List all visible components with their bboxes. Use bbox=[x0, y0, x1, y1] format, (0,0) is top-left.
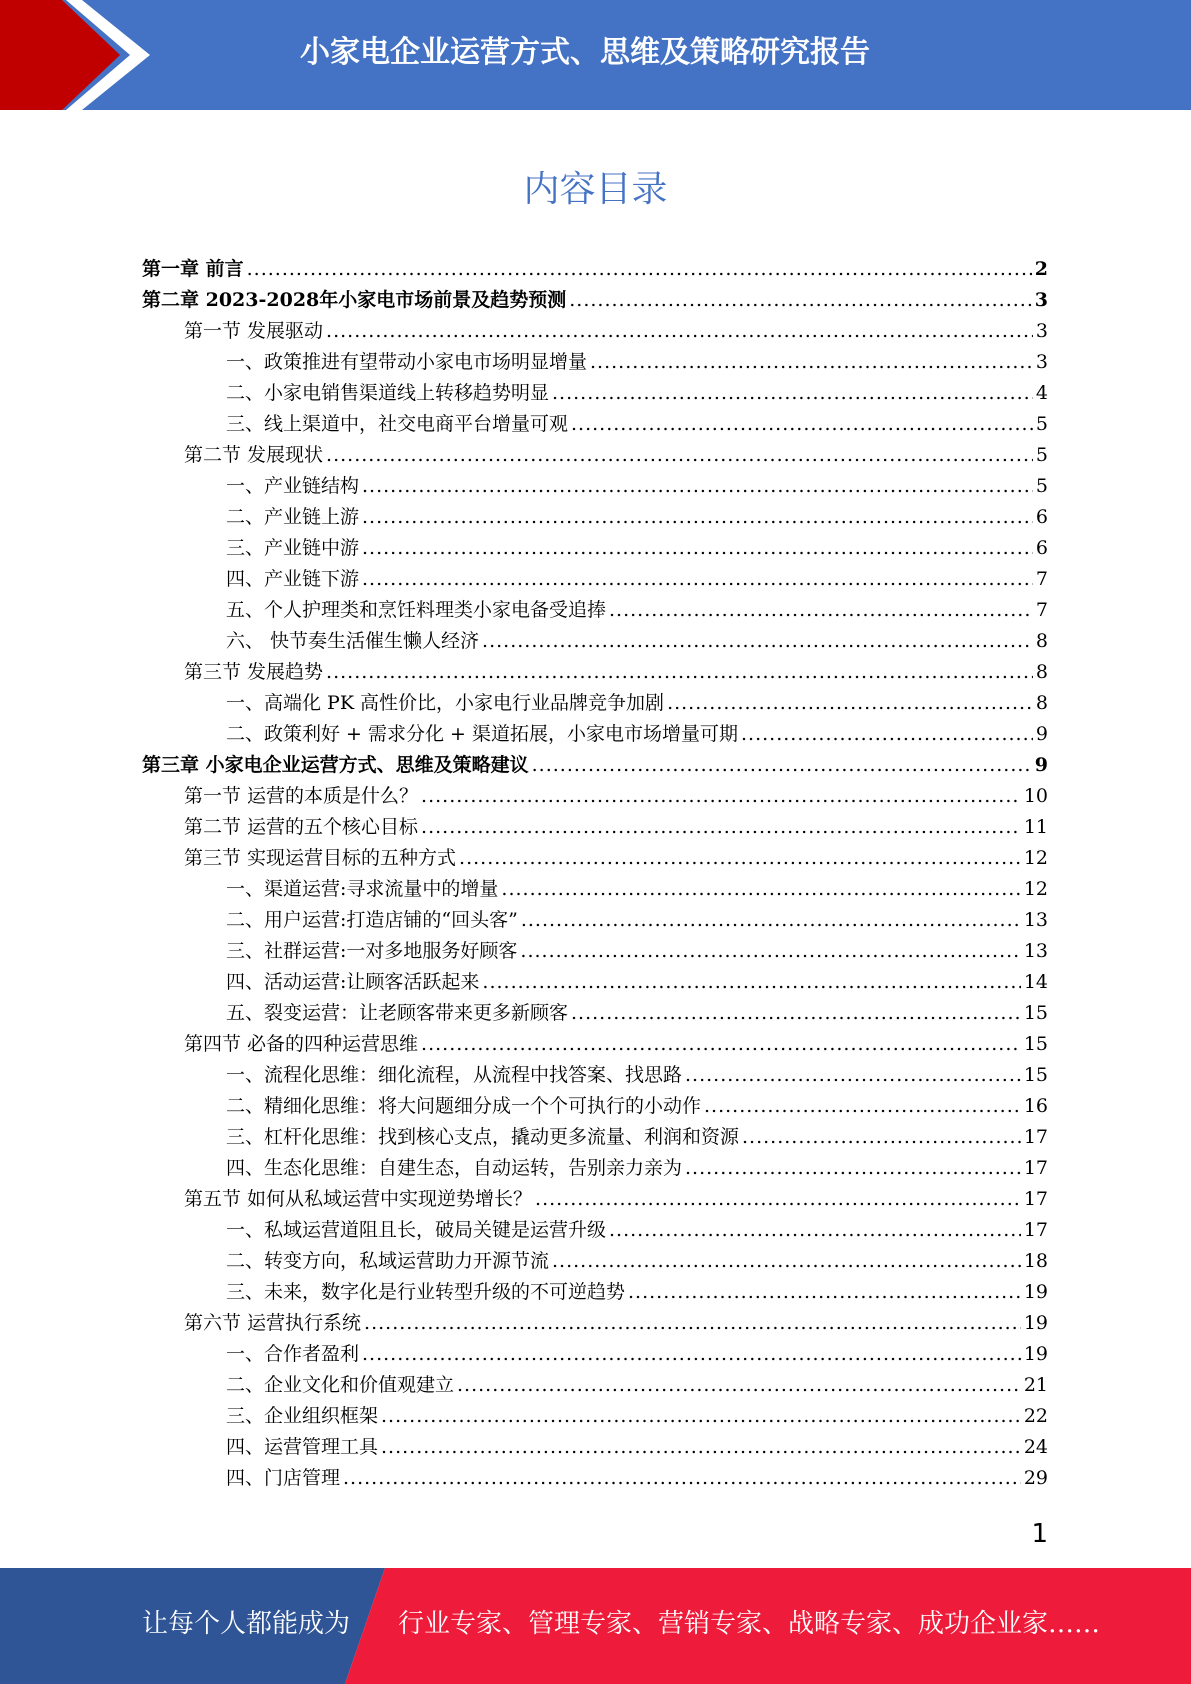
toc-entry[interactable] bbox=[142, 936, 1048, 967]
toc-dot-leader bbox=[609, 595, 1033, 626]
toc-entry-page: 12 bbox=[1023, 878, 1048, 900]
toc-entry-page: 8 bbox=[1035, 692, 1048, 714]
toc-dot-leader bbox=[704, 1091, 1021, 1122]
toc-entry[interactable] bbox=[142, 595, 1048, 626]
toc-dot-leader bbox=[741, 719, 1033, 750]
toc-entry-text: 二、政策利好 + 需求分化 + 渠道拓展，小家电市场增量可期 bbox=[226, 723, 738, 745]
toc-entry-text: 第一节 运营的本质是什么？ bbox=[184, 785, 419, 807]
toc-dot-leader bbox=[552, 1246, 1021, 1277]
toc-entry-text: 二、产业链上游 bbox=[226, 506, 360, 528]
toc-entry-text: 一、产业链结构 bbox=[226, 475, 360, 497]
toc-entry-text: 三、企业组织框架 bbox=[226, 1405, 379, 1427]
toc-entry-text: 第六节 运营执行系统 bbox=[184, 1312, 362, 1334]
toc-entry-page: 24 bbox=[1023, 1436, 1048, 1458]
toc-dot-leader bbox=[364, 1308, 1021, 1339]
toc-entry-page: 17 bbox=[1023, 1219, 1048, 1241]
toc-entry-text: 二、转变方向，私域运营助力开源节流 bbox=[226, 1250, 550, 1272]
toc-entry-page: 12 bbox=[1023, 847, 1048, 869]
report-title: 小家电企业运营方式、思维及策略研究报告 bbox=[300, 35, 870, 70]
table-of-contents bbox=[142, 254, 1048, 1494]
toc-entry-text: 五、裂变运营：让老顾客带来更多新顾客 bbox=[226, 1002, 569, 1024]
toc-dot-leader bbox=[326, 440, 1033, 471]
toc-entry[interactable] bbox=[142, 347, 1048, 378]
toc-dot-leader bbox=[457, 1370, 1021, 1401]
toc-dot-leader bbox=[421, 812, 1021, 843]
toc-dot-leader bbox=[421, 1029, 1021, 1060]
toc-dot-leader bbox=[362, 533, 1033, 564]
page-number: 1 bbox=[1031, 1519, 1048, 1549]
toc-dot-leader bbox=[685, 1060, 1021, 1091]
toc-entry[interactable] bbox=[142, 750, 1048, 781]
toc-entry-text: 第三章 小家电企业运营方式、思维及策略建议 bbox=[142, 754, 529, 776]
toc-dot-leader bbox=[667, 688, 1033, 719]
toc-entry[interactable] bbox=[142, 843, 1048, 874]
toc-entry[interactable] bbox=[142, 812, 1048, 843]
toc-dot-leader bbox=[520, 936, 1020, 967]
toc-entry-page: 19 bbox=[1023, 1343, 1048, 1365]
toc-entry-page: 7 bbox=[1035, 568, 1048, 590]
toc-entry-page: 6 bbox=[1035, 506, 1048, 528]
toc-entry-page: 9 bbox=[1034, 754, 1048, 776]
toc-entry-page: 5 bbox=[1035, 475, 1048, 497]
toc-dot-leader bbox=[569, 285, 1032, 316]
toc-dot-leader bbox=[362, 502, 1033, 533]
toc-entry[interactable] bbox=[142, 998, 1048, 1029]
toc-entry[interactable] bbox=[142, 657, 1048, 688]
toc-entry-page: 8 bbox=[1035, 630, 1048, 652]
toc-entry[interactable] bbox=[142, 409, 1048, 440]
toc-entry[interactable] bbox=[142, 254, 1048, 285]
toc-entry-page: 3 bbox=[1035, 320, 1048, 342]
toc-entry-page: 17 bbox=[1023, 1188, 1048, 1210]
toc-entry-page: 21 bbox=[1023, 1374, 1048, 1396]
toc-entry-page: 14 bbox=[1023, 971, 1048, 993]
footer-banner bbox=[0, 1568, 1191, 1684]
toc-entry-page: 9 bbox=[1035, 723, 1048, 745]
toc-entry-text: 三、杠杆化思维：找到核心支点，撬动更多流量、利润和资源 bbox=[226, 1126, 740, 1148]
toc-entry-text: 二、用户运营:打造店铺的“回头客” bbox=[226, 909, 518, 931]
toc-entry[interactable] bbox=[142, 1060, 1048, 1091]
toc-entry-page: 5 bbox=[1035, 444, 1048, 466]
toc-entry[interactable] bbox=[142, 1184, 1048, 1215]
toc-dot-leader bbox=[628, 1277, 1021, 1308]
toc-entry-page: 16 bbox=[1023, 1095, 1048, 1117]
toc-dot-leader bbox=[362, 564, 1033, 595]
footer-slogan-left: 让每个人都能成为 bbox=[142, 1609, 351, 1639]
toc-entry[interactable] bbox=[142, 1401, 1048, 1432]
toc-entry-page: 6 bbox=[1035, 537, 1048, 559]
toc-entry[interactable] bbox=[142, 626, 1048, 657]
toc-entry-page: 22 bbox=[1023, 1405, 1048, 1427]
toc-dot-leader bbox=[326, 316, 1033, 347]
toc-dot-leader bbox=[343, 1463, 1021, 1494]
toc-entry-page: 8 bbox=[1035, 661, 1048, 683]
toc-entry-page: 29 bbox=[1023, 1467, 1048, 1489]
toc-entry-text: 一、流程化思维：细化流程，从流程中找答案、找思路 bbox=[226, 1064, 683, 1086]
toc-entry-page: 5 bbox=[1035, 413, 1048, 435]
toc-entry-page: 19 bbox=[1023, 1312, 1048, 1334]
toc-entry-page: 17 bbox=[1023, 1126, 1048, 1148]
toc-entry[interactable] bbox=[142, 1277, 1048, 1308]
toc-dot-leader bbox=[482, 967, 1020, 998]
toc-entry-text: 二、企业文化和价值观建立 bbox=[226, 1374, 455, 1396]
toc-entry-page: 15 bbox=[1023, 1033, 1048, 1055]
toc-entry-page: 4 bbox=[1035, 382, 1048, 404]
toc-entry[interactable] bbox=[142, 874, 1048, 905]
toc-dot-leader bbox=[742, 1122, 1021, 1153]
toc-entry-page: 10 bbox=[1023, 785, 1048, 807]
footer-slogan-right: 行业专家、管理专家、营销专家、战略专家、成功企业家…… bbox=[398, 1609, 1101, 1639]
toc-entry[interactable] bbox=[142, 719, 1048, 750]
toc-entry-text: 四、产业链下游 bbox=[226, 568, 360, 590]
toc-entry-page: 15 bbox=[1023, 1002, 1048, 1024]
toc-entry[interactable] bbox=[142, 1153, 1048, 1184]
toc-entry-text: 二、小家电销售渠道线上转移趋势明显 bbox=[226, 382, 550, 404]
toc-entry[interactable] bbox=[142, 285, 1048, 316]
toc-entry-text: 三、产业链中游 bbox=[226, 537, 360, 559]
toc-entry[interactable] bbox=[142, 1308, 1048, 1339]
toc-entry[interactable] bbox=[142, 440, 1048, 471]
toc-entry[interactable] bbox=[142, 1122, 1048, 1153]
header-arrow-icon bbox=[0, 0, 160, 110]
toc-entry-page: 3 bbox=[1034, 289, 1048, 311]
toc-entry[interactable] bbox=[142, 688, 1048, 719]
toc-entry-text: 一、合作者盈利 bbox=[226, 1343, 360, 1365]
toc-dot-leader bbox=[571, 998, 1021, 1029]
toc-dot-leader bbox=[590, 347, 1033, 378]
toc-entry-text: 第三节 实现运营目标的五种方式 bbox=[184, 847, 457, 869]
toc-dot-leader bbox=[362, 1339, 1021, 1370]
toc-entry-text: 五、个人护理类和烹饪料理类小家电备受追捧 bbox=[226, 599, 607, 621]
toc-dot-leader bbox=[571, 409, 1033, 440]
toc-entry[interactable] bbox=[142, 316, 1048, 347]
toc-dot-leader bbox=[482, 626, 1033, 657]
toc-entry-text: 四、生态化思维：自建生态，自动运转，告别亲力亲为 bbox=[226, 1157, 683, 1179]
toc-dot-leader bbox=[501, 874, 1020, 905]
toc-entry-text: 二、精细化思维：将大问题细分成一个个可执行的小动作 bbox=[226, 1095, 702, 1117]
toc-entry-page: 19 bbox=[1023, 1281, 1048, 1303]
toc-dot-leader bbox=[381, 1401, 1021, 1432]
toc-entry[interactable] bbox=[142, 1029, 1048, 1060]
toc-dot-leader bbox=[609, 1215, 1021, 1246]
toc-dot-leader bbox=[532, 750, 1032, 781]
toc-entry[interactable] bbox=[142, 967, 1048, 998]
toc-entry[interactable] bbox=[142, 1339, 1048, 1370]
toc-entry-text: 三、线上渠道中，社交电商平台增量可观 bbox=[226, 413, 569, 435]
toc-entry[interactable] bbox=[142, 378, 1048, 409]
toc-entry-text: 三、社群运营:一对多地服务好顾客 bbox=[226, 940, 518, 962]
toc-entry[interactable] bbox=[142, 1246, 1048, 1277]
toc-entry-text: 六、 快节奏生活催生懒人经济 bbox=[226, 630, 480, 652]
toc-entry[interactable] bbox=[142, 1432, 1048, 1463]
toc-entry-text: 第四节 必备的四种运营思维 bbox=[184, 1033, 419, 1055]
toc-entry-page: 11 bbox=[1023, 816, 1048, 838]
toc-entry[interactable] bbox=[142, 1091, 1048, 1122]
toc-entry-text: 第三节 发展趋势 bbox=[184, 661, 324, 683]
toc-entry[interactable] bbox=[142, 905, 1048, 936]
toc-entry-text: 一、私域运营道阻且长，破局关键是运营升级 bbox=[226, 1219, 607, 1241]
toc-entry[interactable] bbox=[142, 781, 1048, 812]
toc-entry-page: 13 bbox=[1023, 940, 1048, 962]
toc-entry-text: 第一节 发展驱动 bbox=[184, 320, 324, 342]
toc-entry-text: 一、政策推进有望带动小家电市场明显增量 bbox=[226, 351, 588, 373]
toc-entry[interactable] bbox=[142, 1463, 1048, 1494]
toc-entry-page: 13 bbox=[1023, 909, 1048, 931]
toc-entry-text: 三、未来，数字化是行业转型升级的不可逆趋势 bbox=[226, 1281, 626, 1303]
toc-entry-text: 一、渠道运营:寻求流量中的增量 bbox=[226, 878, 499, 900]
toc-dot-leader bbox=[381, 1432, 1021, 1463]
toc-entry[interactable] bbox=[142, 471, 1048, 502]
toc-dot-leader bbox=[521, 905, 1021, 936]
toc-entry-page: 18 bbox=[1023, 1250, 1048, 1272]
toc-entry-text: 第一章 前言 bbox=[142, 258, 244, 280]
toc-entry[interactable] bbox=[142, 564, 1048, 595]
toc-dot-leader bbox=[685, 1153, 1021, 1184]
toc-entry[interactable] bbox=[142, 1370, 1048, 1401]
toc-entry-text: 第二节 发展现状 bbox=[184, 444, 324, 466]
toc-dot-leader bbox=[552, 378, 1033, 409]
toc-entry-page: 7 bbox=[1035, 599, 1048, 621]
toc-dot-leader bbox=[535, 1184, 1021, 1215]
toc-dot-leader bbox=[247, 254, 1032, 285]
toc-entry-text: 第五节 如何从私域运营中实现逆势增长？ bbox=[184, 1188, 533, 1210]
header-band bbox=[0, 0, 1191, 110]
toc-dot-leader bbox=[362, 471, 1033, 502]
toc-heading: 内容目录 bbox=[523, 169, 668, 210]
toc-dot-leader bbox=[421, 781, 1021, 812]
toc-entry-text: 一、高端化 PK 高性价比，小家电行业品牌竞争加剧 bbox=[226, 692, 665, 714]
toc-entry[interactable] bbox=[142, 1215, 1048, 1246]
toc-entry[interactable] bbox=[142, 502, 1048, 533]
toc-dot-leader bbox=[326, 657, 1033, 688]
toc-entry-text: 四、运营管理工具 bbox=[226, 1436, 379, 1458]
toc-entry-page: 15 bbox=[1023, 1064, 1048, 1086]
toc-dot-leader bbox=[459, 843, 1021, 874]
toc-entry-text: 四、活动运营:让顾客活跃起来 bbox=[226, 971, 480, 993]
toc-entry[interactable] bbox=[142, 533, 1048, 564]
toc-entry-page: 17 bbox=[1023, 1157, 1048, 1179]
toc-entry-page: 3 bbox=[1035, 351, 1048, 373]
toc-entry-text: 第二节 运营的五个核心目标 bbox=[184, 816, 419, 838]
toc-entry-text: 第二章 2023-2028年小家电市场前景及趋势预测 bbox=[142, 289, 567, 311]
toc-entry-text: 四、门店管理 bbox=[226, 1467, 341, 1489]
toc-entry-page: 2 bbox=[1034, 258, 1048, 280]
